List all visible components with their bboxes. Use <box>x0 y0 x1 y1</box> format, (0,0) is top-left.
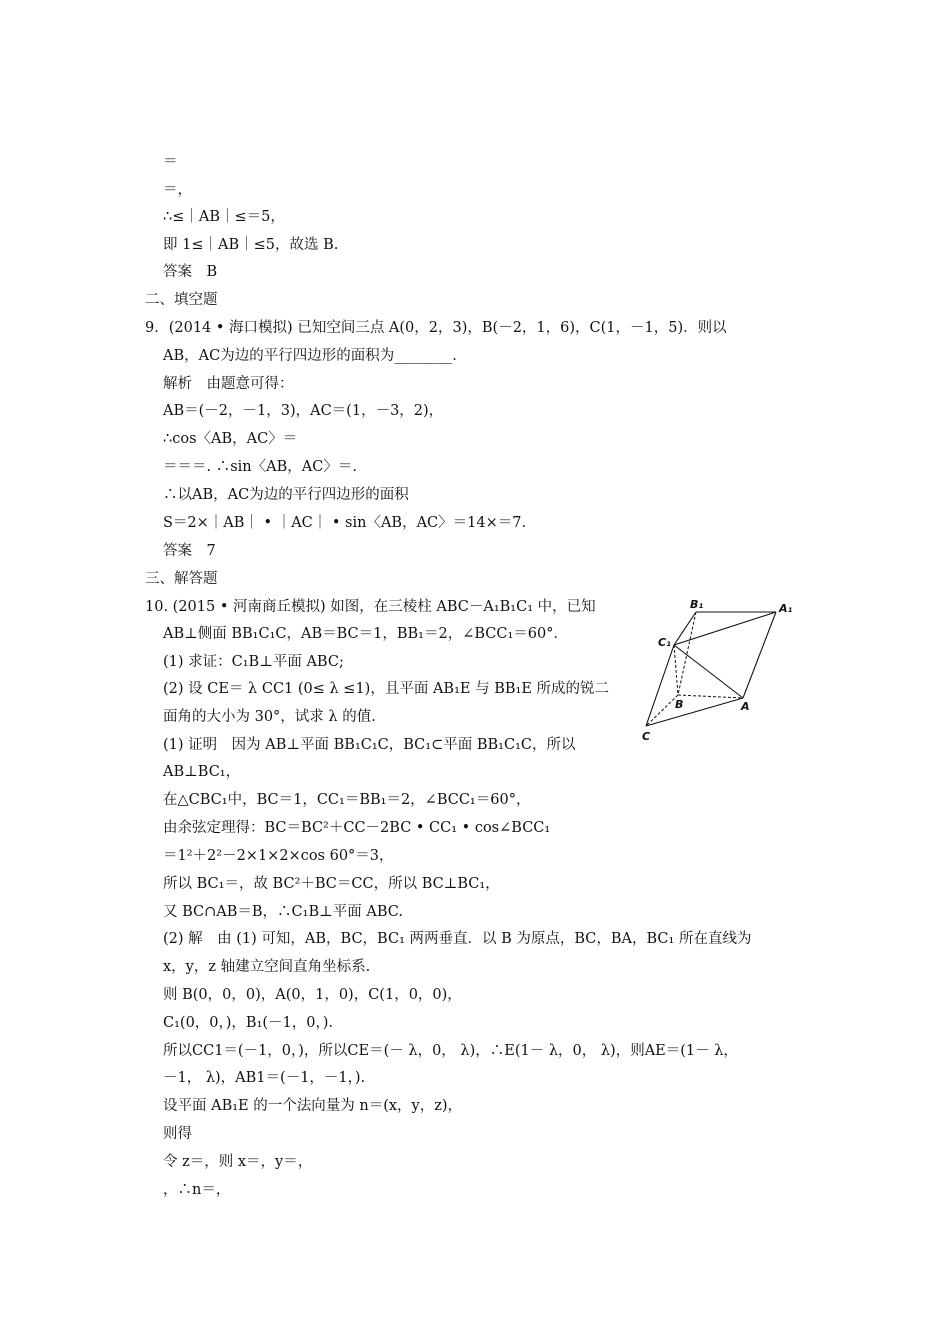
proof-line: AB⊥BC₁， <box>163 764 241 780</box>
edge-c1-a <box>674 645 743 698</box>
edge-c1-c <box>646 645 674 726</box>
hidden-edge-b-a <box>678 695 743 698</box>
hidden-edge-c1-b <box>674 645 678 695</box>
section-heading: 三、解答题 <box>145 571 218 587</box>
solution-line: (2) 解 由 (1) 可知，AB，BC，BC₁ 两两垂直．以 B 为原点，BC，BA，BC₁ 所在直线为 <box>163 931 752 947</box>
text-line: ＝， <box>163 182 192 198</box>
solution-line: 令 z＝，则 x＝，y＝， <box>163 1154 313 1170</box>
text-line: ∴≤｜AB｜≤＝5， <box>163 209 285 225</box>
question-10-text: AB⊥侧面 BB₁C₁C，AB＝BC＝1，BB₁＝2，∠BCC₁＝60°． <box>163 626 568 642</box>
label-c: C <box>642 730 651 743</box>
solution-line: 所以CC1＝(－1，0，)，所以CE＝(－ λ，0， λ)，∴E(1－ λ，0， λ)，则AE＝(1－ λ， <box>163 1043 738 1059</box>
edge-c-a <box>646 698 743 726</box>
text-line: ∴以AB，AC为边的平行四边形的面积 <box>163 487 409 503</box>
solution-line: ，∴n＝， <box>163 1182 231 1198</box>
solution-line: －1， λ)，AB1＝(－1，－1，). <box>163 1070 366 1086</box>
label-a: A <box>741 700 750 713</box>
question-9-text: 9．(2014 • 海口模拟) 已知空间三点 A(0，2，3)，B(－2，1，6)，C(1，－1，5)．则以 <box>145 320 727 336</box>
label-b: B <box>675 698 684 711</box>
section-heading: 二、填空题 <box>145 292 218 308</box>
proof-line: 又 BC∩AB＝B，∴C₁B⊥平面 ABC. <box>163 904 403 920</box>
solution-line: 则得 <box>163 1126 192 1142</box>
question-9-text: AB，AC为边的平行四边形的面积为________. <box>163 348 457 364</box>
text-line: ＝＝＝. ∴sin〈AB，AC〉＝. <box>163 459 357 475</box>
text-line: S＝2×｜AB｜ • ｜AC｜ • sin〈AB，AC〉＝14×＝7. <box>163 515 527 531</box>
text-line: 即 1≤｜AB｜≤5，故选 B. <box>163 237 339 253</box>
solution-line: x，y，z 轴建立空间直角坐标系. <box>163 959 371 975</box>
question-10-text: (1) 求证：C₁B⊥平面 ABC; <box>163 654 344 670</box>
answer-line: 答案 7 <box>163 543 216 559</box>
proof-line: (1) 证明 因为 AB⊥平面 BB₁C₁C，BC₁⊂平面 BB₁C₁C，所以 <box>163 737 576 753</box>
hidden-edge-b1-b <box>678 612 696 695</box>
text-line: ＝ <box>163 154 178 170</box>
answer-line: 答案 B <box>163 264 218 280</box>
prism-figure <box>640 598 810 748</box>
text-line: AB＝(－2，－1，3)，AC＝(1，－3，2)， <box>163 403 444 419</box>
edge-a1-a <box>743 612 776 698</box>
solution-line: 设平面 AB₁E 的一个法向量为 n＝(x，y，z)， <box>163 1098 463 1114</box>
proof-line: 在△CBC₁中，BC＝1，CC₁＝BB₁＝2，∠BCC₁＝60°， <box>163 792 531 808</box>
proof-line: 由余弦定理得：BC＝BC²＋CC－2BC • CC₁ • cos∠BCC₁ <box>163 820 551 836</box>
solution-line: C₁(0，0，)，B₁(－1，0，). <box>163 1015 334 1031</box>
label-b1: B₁ <box>690 598 704 611</box>
proof-line: 所以 BC₁＝，故 BC²＋BC＝CC，所以 BC⊥BC₁， <box>163 876 500 892</box>
question-10-text: 面角的大小为 30°，试求 λ 的值. <box>163 709 376 725</box>
proof-line: ＝1²＋2²－2×1×2×cos 60°＝3， <box>163 848 394 864</box>
analysis-heading: 解析 由题意可得： <box>163 376 294 392</box>
solution-line: 则 B(0，0，0)，A(0，1，0)，C(1，0，0)， <box>163 987 462 1003</box>
question-10-text: (2) 设 CE＝ λ CC1 (0≤ λ ≤1)，且平面 AB₁E 与 BB₁E 所成的锐二 <box>163 681 610 697</box>
label-c1: C₁ <box>658 636 671 649</box>
question-10-text: 10. (2015 • 河南商丘模拟) 如图，在三棱柱 ABC－A₁B₁C₁ 中，已知 <box>145 599 596 615</box>
label-a1: A₁ <box>779 602 793 615</box>
text-line: ∴cos〈AB，AC〉＝ <box>163 431 298 447</box>
edge-c1-a1 <box>674 612 776 645</box>
